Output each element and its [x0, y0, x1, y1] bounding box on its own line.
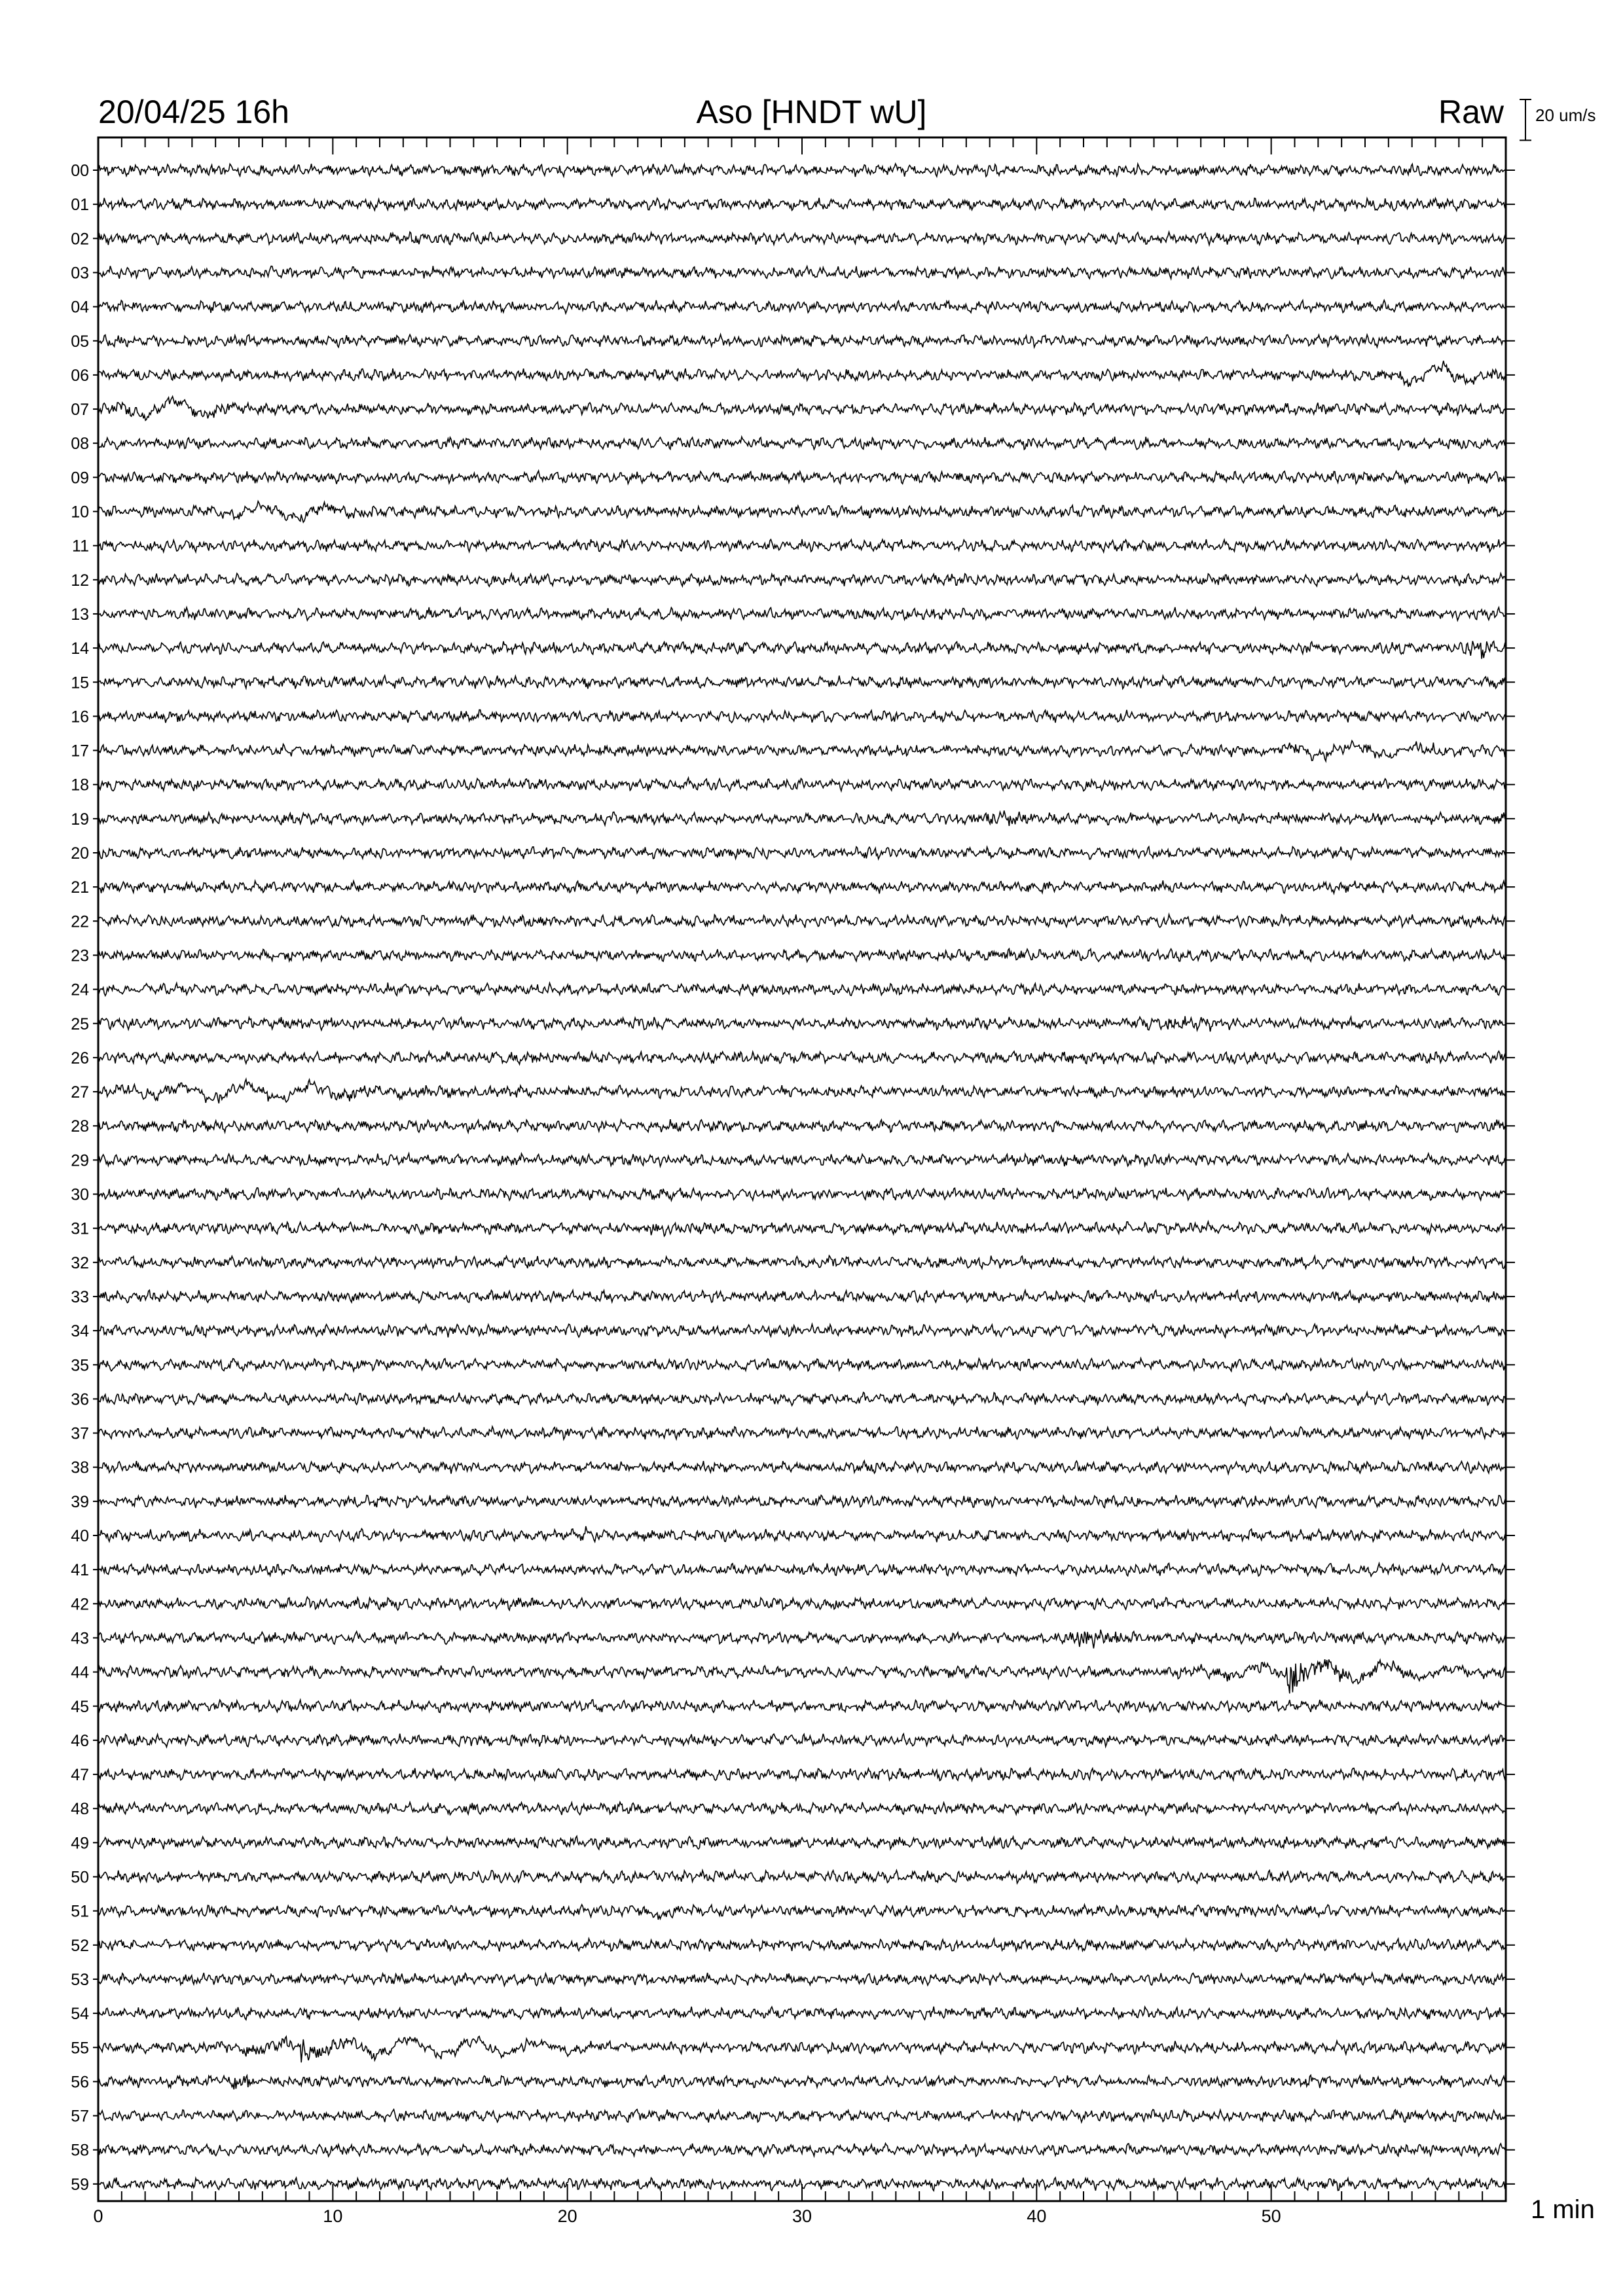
row-label: 03 [71, 264, 89, 283]
row-label: 34 [71, 1322, 89, 1341]
row-label: 12 [71, 571, 89, 590]
trace-row-10 [98, 501, 1506, 522]
trace-row-45 [98, 1700, 1506, 1713]
row-label: 36 [71, 1390, 89, 1409]
trace-row-56 [98, 2075, 1506, 2089]
trace-row-04 [98, 300, 1506, 314]
row-label: 01 [71, 196, 89, 215]
trace-row-03 [98, 266, 1506, 279]
row-label: 08 [71, 435, 89, 454]
trace-row-14 [98, 641, 1506, 659]
trace-row-05 [98, 334, 1506, 348]
row-label: 44 [71, 1663, 89, 1682]
row-label: 20 [71, 844, 89, 863]
trace-row-34 [98, 1324, 1506, 1337]
row-label: 54 [71, 2005, 89, 2024]
x-tick-label: 10 [323, 2206, 343, 2226]
row-label: 25 [71, 1014, 89, 1033]
row-label: 21 [71, 878, 89, 897]
row-label: 05 [71, 332, 89, 351]
row-label: 35 [71, 1356, 89, 1375]
row-label: 17 [71, 742, 89, 761]
row-label: 57 [71, 2107, 89, 2126]
row-label: 39 [71, 1492, 89, 1511]
row-label: 33 [71, 1287, 89, 1306]
row-label: 13 [71, 605, 89, 624]
trace-row-30 [98, 1188, 1506, 1201]
row-label: 06 [71, 366, 89, 385]
row-label: 58 [71, 2141, 89, 2160]
row-label: 32 [71, 1253, 89, 1272]
trace-row-08 [98, 437, 1506, 450]
trace-row-51 [98, 1905, 1506, 1920]
trace-row-27 [98, 1079, 1506, 1103]
row-label: 26 [71, 1049, 89, 1067]
row-label: 51 [71, 1902, 89, 1921]
trace-row-53 [98, 1973, 1506, 1986]
trace-row-42 [98, 1597, 1506, 1610]
trace-row-02 [98, 232, 1506, 245]
row-label: 46 [71, 1731, 89, 1750]
trace-row-26 [98, 1051, 1506, 1064]
trace-row-36 [98, 1392, 1506, 1405]
trace-row-38 [98, 1461, 1506, 1474]
row-label: 04 [71, 298, 89, 317]
row-label: 43 [71, 1629, 89, 1648]
row-label: 16 [71, 708, 89, 726]
row-label: 59 [71, 2175, 89, 2194]
trace-row-13 [98, 607, 1506, 620]
row-label: 18 [71, 776, 89, 795]
trace-row-11 [98, 539, 1506, 552]
trace-row-31 [98, 1221, 1506, 1236]
trace-row-58 [98, 2144, 1506, 2157]
trace-row-28 [98, 1119, 1506, 1132]
trace-row-00 [98, 164, 1506, 177]
trace-row-35 [98, 1358, 1506, 1371]
trace-row-09 [98, 471, 1506, 484]
trace-row-17 [98, 741, 1506, 761]
trace-row-20 [98, 847, 1506, 859]
trace-row-52 [98, 1939, 1506, 1952]
trace-row-06 [98, 361, 1506, 387]
trace-row-29 [98, 1153, 1506, 1166]
row-label: 38 [71, 1458, 89, 1477]
row-label: 37 [71, 1424, 89, 1443]
trace-row-50 [98, 1871, 1506, 1884]
trace-row-18 [98, 778, 1506, 791]
row-label: 52 [71, 1936, 89, 1955]
trace-row-21 [98, 880, 1506, 893]
trace-row-12 [98, 573, 1506, 586]
row-label: 02 [71, 230, 89, 249]
trace-row-47 [98, 1768, 1506, 1781]
trace-row-15 [98, 675, 1506, 689]
row-label: 50 [71, 1868, 89, 1887]
row-label: 19 [71, 810, 89, 829]
date-label: 20/04/25 16h [98, 94, 289, 130]
trace-row-39 [98, 1495, 1506, 1508]
row-label: 31 [71, 1219, 89, 1238]
x-tick-label: 50 [1261, 2206, 1281, 2226]
x-unit-label: 1 min [1531, 2195, 1595, 2224]
row-label: 49 [71, 1834, 89, 1853]
row-label: 00 [71, 162, 89, 180]
trace-row-41 [98, 1564, 1506, 1577]
trace-row-48 [98, 1802, 1506, 1815]
trace-row-46 [98, 1734, 1506, 1747]
row-label: 55 [71, 2039, 89, 2058]
row-label: 56 [71, 2073, 89, 2092]
row-label: 11 [72, 537, 89, 556]
trace-row-24 [98, 982, 1506, 996]
x-tick-label: 20 [557, 2206, 577, 2226]
trace-row-37 [98, 1427, 1506, 1440]
row-label: 29 [71, 1151, 89, 1170]
row-label: 22 [71, 912, 89, 931]
row-label: 23 [71, 946, 89, 965]
row-label: 07 [71, 401, 89, 420]
row-label: 14 [71, 639, 89, 658]
trace-row-01 [98, 198, 1506, 211]
trace-row-33 [98, 1290, 1506, 1303]
row-label: 41 [71, 1561, 89, 1580]
row-label: 40 [71, 1527, 89, 1545]
row-label: 53 [71, 1970, 89, 1989]
trace-row-57 [98, 2109, 1506, 2123]
trace-row-19 [98, 811, 1506, 826]
trace-row-07 [98, 397, 1506, 421]
row-label: 15 [71, 673, 89, 692]
row-label: 30 [71, 1185, 89, 1204]
trace-row-16 [98, 710, 1506, 723]
trace-row-49 [98, 1836, 1506, 1849]
row-label: 28 [71, 1117, 89, 1136]
trace-row-43 [98, 1630, 1506, 1649]
mode-label: Raw [1438, 94, 1504, 130]
amplitude-scale-label: 20 um/s [1535, 105, 1596, 125]
trace-row-25 [98, 1016, 1506, 1032]
x-tick-label: 30 [792, 2206, 812, 2226]
row-label: 10 [71, 503, 89, 522]
trace-row-44 [98, 1659, 1506, 1693]
trace-row-54 [98, 2007, 1506, 2020]
row-label: 24 [71, 980, 89, 999]
row-label: 09 [71, 469, 89, 488]
trace-row-55 [98, 2036, 1506, 2062]
row-label: 27 [71, 1083, 89, 1102]
trace-row-22 [98, 914, 1506, 927]
station-title: Aso [HNDT wU] [696, 94, 927, 130]
trace-row-32 [98, 1256, 1506, 1269]
x-tick-label: 40 [1027, 2206, 1047, 2226]
trace-row-40 [98, 1526, 1506, 1542]
x-tick-label: 0 [93, 2206, 103, 2226]
trace-group [98, 164, 1506, 2191]
row-label: 45 [71, 1697, 89, 1716]
trace-row-23 [98, 949, 1506, 962]
row-label: 48 [71, 1800, 89, 1819]
row-label: 47 [71, 1766, 89, 1785]
row-label: 42 [71, 1595, 89, 1614]
